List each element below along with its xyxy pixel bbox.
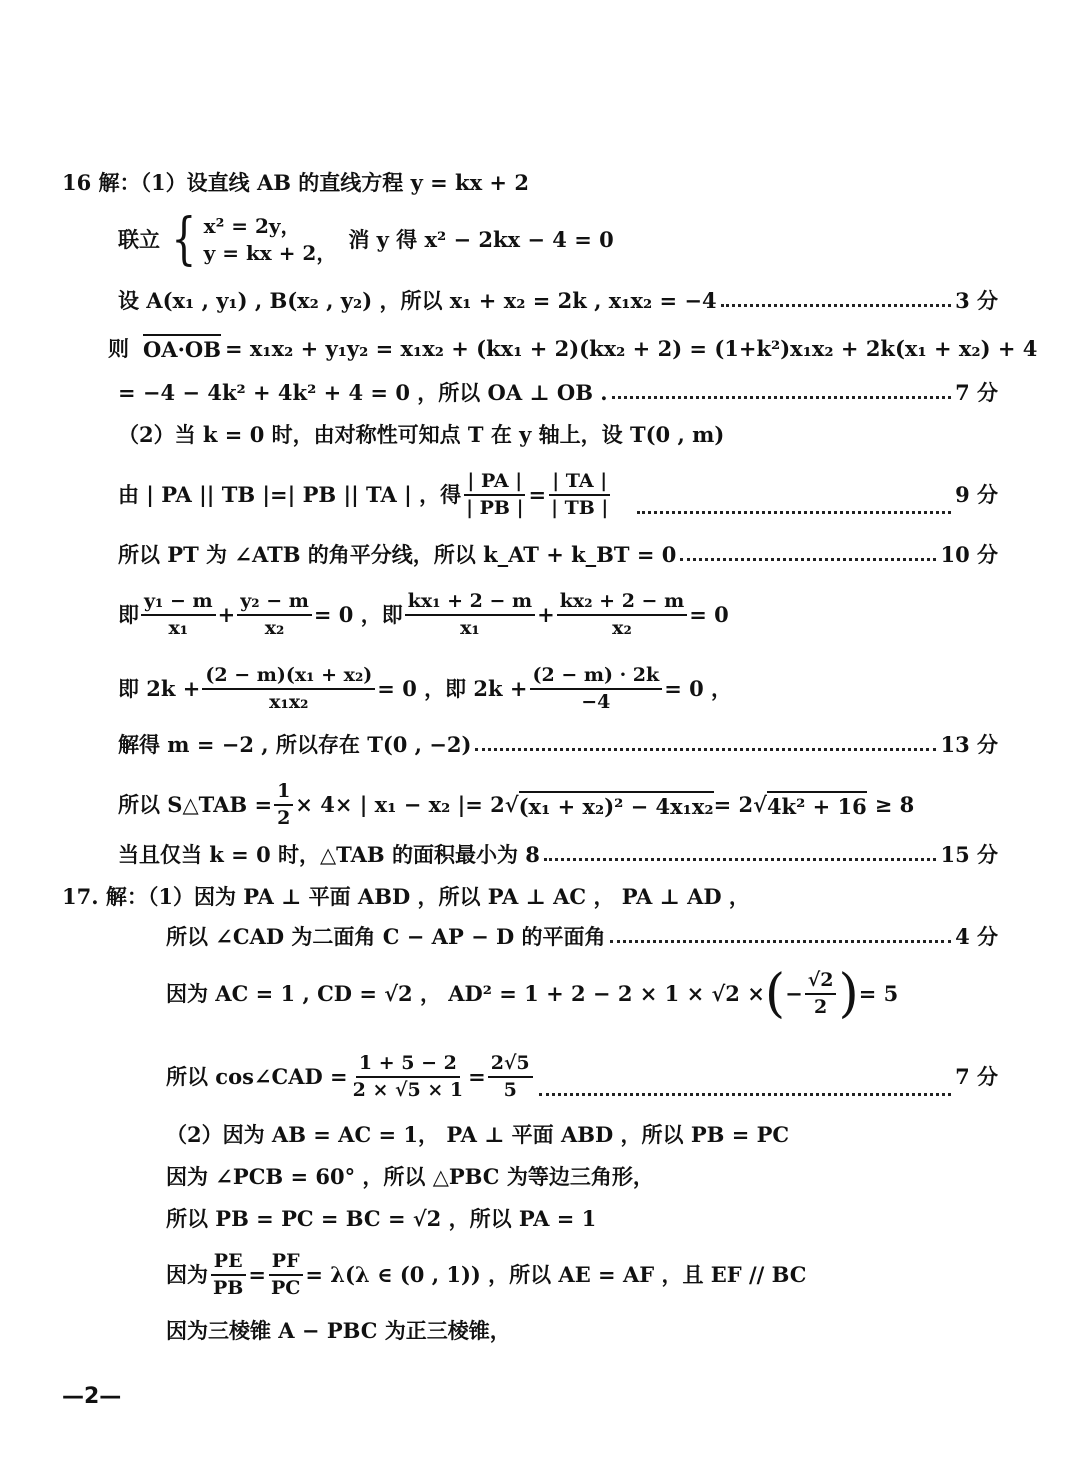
frac-num: kx₂ + 2 − m [557, 590, 687, 616]
q16-line8-text: 所以 PT 为 ∠ATB 的角平分线，所以 k_AT + k_BT = 0 [118, 542, 677, 567]
fraction [141, 590, 216, 640]
q16-line5 [118, 380, 998, 405]
q16-line11-text: 解得 m = −2 , 所以存在 T(0 , −2) [118, 732, 472, 757]
score-mark: 13 分 [940, 732, 998, 757]
fraction [488, 1052, 533, 1102]
system-row-2: y = kx + 2， [203, 241, 337, 265]
vector-dot-product: OA·OB [143, 334, 221, 362]
q16-line13-text: 当且仅当 k = 0 时，△TAB 的面积最小为 8 [118, 842, 540, 867]
leader-dots [721, 304, 951, 307]
q17-line7-text: 所以 PB = PC = BC = √2 ，所以 PA = 1 [166, 1206, 597, 1231]
q17-line9 [166, 1318, 511, 1343]
frac-den: x₁ [168, 616, 189, 639]
q16-heading-text: 16 解：（1）设直线 AB 的直线方程 y = kx + 2 [62, 170, 529, 195]
frac-den: PC [270, 1276, 301, 1299]
q16-line12-body: × 4× | x₁ − x₂ |= 2√ [295, 792, 519, 818]
q16-line4-prefix: 则 [108, 335, 129, 361]
score-mark: 10 分 [940, 542, 998, 567]
score-mark: 7 分 [955, 380, 998, 405]
frac-num: | PA | [464, 470, 525, 496]
q16-line13 [118, 842, 998, 867]
q16-line10-end: = 0 ， [664, 676, 733, 702]
frac-num: | TA | [549, 470, 610, 496]
q16-line4-text: = x₁x₂ + y₁y₂ = x₁x₂ + (kx₁ + 2)(kx₂ + 2) = (1+k²)x₁x₂ + 2k(x₁ + x₂) + 4 [224, 335, 1038, 361]
q17-line3 [166, 964, 899, 1024]
q17-line2 [166, 924, 998, 949]
sqrt-radicand: 4k² + 16 [767, 791, 867, 819]
fraction [557, 590, 687, 640]
equals-sign: = [528, 482, 547, 508]
q17-line9-text: 因为三棱锥 A − PBC 为正三棱锥， [166, 1318, 511, 1343]
q17-line7 [166, 1206, 596, 1231]
system-row-1: x² = 2y， [203, 214, 301, 238]
q17-line5-text: （2）因为 AB = AC = 1， PA ⊥ 平面 ABD ，所以 PB = PC [166, 1122, 790, 1147]
frac-num: (2 − m)(x₁ + x₂) [202, 664, 375, 690]
q16-line10-mid: = 0 ，即 2k + [377, 676, 528, 702]
q16-line12-end: ≥ 8 [874, 792, 915, 818]
frac-num: y₁ − m [141, 590, 216, 616]
frac-num: PE [211, 1250, 246, 1276]
frac-den: | TB | [551, 496, 609, 519]
q16-line12-prefix: 所以 S△TAB = [118, 792, 273, 818]
frac-num: (2 − m) · 2k [530, 664, 663, 690]
q16-line12-mid: = 2√ [713, 792, 767, 818]
q16-line7-text: 由 | PA || TB |=| PB || TA | ，得 [118, 482, 462, 508]
q17-heading-text: 17. 解：（1）因为 PA ⊥ 平面 ABD ，所以 PA ⊥ AC ， PA ⊥ AD ， [62, 884, 750, 909]
q16-line4 [108, 334, 1037, 362]
plus-sign: + [217, 602, 236, 628]
q16-line12 [118, 780, 914, 830]
q16-line9-end: = 0 [689, 602, 729, 628]
paren-open: ( [764, 964, 786, 1024]
q16-line10 [118, 664, 732, 714]
score-mark: 7 分 [955, 1064, 998, 1090]
q16-line8 [118, 542, 998, 567]
ratio-pa-pb [463, 470, 526, 520]
q16-line10-prefix: 即 2k + [118, 676, 201, 702]
q17-line4-prefix: 所以 cos∠CAD = [166, 1064, 348, 1090]
frac-den: x₂ [264, 616, 285, 639]
frac-den: x₁x₂ [269, 690, 309, 713]
q17-line6 [166, 1164, 654, 1189]
q16-line5-text: = −4 − 4k² + 4k² + 4 = 0 ，所以 OA ⊥ OB . [118, 380, 608, 405]
q16-line3 [118, 288, 998, 313]
q17-line5 [166, 1122, 789, 1147]
join-label: 联立 [118, 227, 160, 253]
fraction [805, 969, 837, 1019]
fraction [202, 664, 375, 714]
score-mark: 15 分 [940, 842, 998, 867]
q17-line2-text: 所以 ∠CAD 为二面角 C − AP − D 的平面角 [166, 924, 606, 949]
frac-num: 1 + 5 − 2 [356, 1052, 460, 1078]
q16-heading [62, 170, 529, 195]
fraction-half [274, 780, 293, 830]
frac-num: y₂ − m [237, 590, 312, 616]
q16-part2 [118, 422, 724, 447]
q16-line3-text: 设 A(x₁ , y₁) , B(x₂ , y₂) ，所以 x₁ + x₂ = 2k , x₁x₂ = −4 [118, 288, 717, 313]
score-mark: 3 分 [955, 288, 998, 313]
frac-den: x₂ [612, 616, 632, 639]
equals-sign: = [468, 1064, 486, 1090]
equation-system [166, 207, 337, 272]
leader-dots [610, 940, 952, 943]
q17-line8-end: = λ(λ ∈ (0 , 1)) ，所以 AE = AF ，且 EF // BC [305, 1262, 807, 1288]
paren-close: ) [838, 964, 859, 1024]
frac-num: kx₁ + 2 − m [405, 590, 535, 616]
system-brace: { [171, 207, 197, 272]
frac-num: √2 [805, 969, 837, 995]
fraction [530, 664, 663, 714]
frac-num: PF [269, 1250, 303, 1276]
frac-num: 2√5 [488, 1052, 533, 1078]
q16-line7 [118, 470, 998, 520]
sqrt-radicand: (x₁ + x₂)² − 4x₁x₂ [519, 791, 714, 819]
fraction [210, 1250, 246, 1300]
leader-dots [612, 396, 951, 399]
frac-den: PB [213, 1276, 244, 1299]
frac-den: 2 × √5 × 1 [352, 1078, 464, 1101]
leader-dots [544, 858, 937, 861]
q17-heading [62, 884, 750, 909]
leader-dots [539, 1093, 951, 1096]
frac-den: 2 [277, 806, 291, 829]
q17-line6-text: 因为 ∠PCB = 60° ，所以 △PBC 为等边三角形， [166, 1164, 654, 1189]
leader-dots [680, 558, 936, 561]
q17-line4 [166, 1052, 998, 1102]
fraction [268, 1250, 303, 1300]
q16-line11 [118, 732, 998, 757]
plus-sign: + [537, 602, 555, 628]
minus-sign: − [785, 981, 803, 1007]
fraction [350, 1052, 466, 1102]
frac-den: x₁ [460, 616, 480, 639]
q17-line8 [166, 1250, 807, 1300]
q16-line9 [118, 590, 729, 640]
q16-line9-prefix: 即 [118, 602, 139, 628]
eliminate-text: 消 y 得 x² − 2kx − 4 = 0 [348, 227, 614, 253]
q16-line9-mid: = 0 ，即 [313, 602, 403, 628]
frac-den: 2 [813, 996, 828, 1018]
frac-den: | PB | [466, 496, 524, 519]
q17-line8-prefix: 因为 [166, 1262, 208, 1288]
q17-line3-prefix: 因为 AC = 1 , CD = √2 ， AD² = 1 + 2 − 2 × 1 × √2 × [166, 981, 765, 1007]
fraction [237, 590, 312, 640]
fraction [405, 590, 535, 640]
score-mark: 9 分 [955, 482, 998, 508]
leader-dots [475, 748, 936, 751]
score-mark: 4 分 [955, 924, 998, 949]
q16-part2-text: （2）当 k = 0 时，由对称性可知点 T 在 y 轴上，设 T(0 , m) [118, 422, 725, 447]
frac-num: 1 [274, 780, 293, 806]
equals-sign: = [248, 1262, 266, 1288]
q17-line3-end: = 5 [858, 981, 899, 1007]
leader-dots [637, 511, 951, 514]
page-number: —2— [62, 1384, 122, 1409]
q16-system-line [118, 207, 614, 272]
frac-den: −4 [581, 690, 611, 713]
frac-den: 5 [503, 1078, 517, 1101]
ratio-ta-tb [548, 470, 611, 520]
